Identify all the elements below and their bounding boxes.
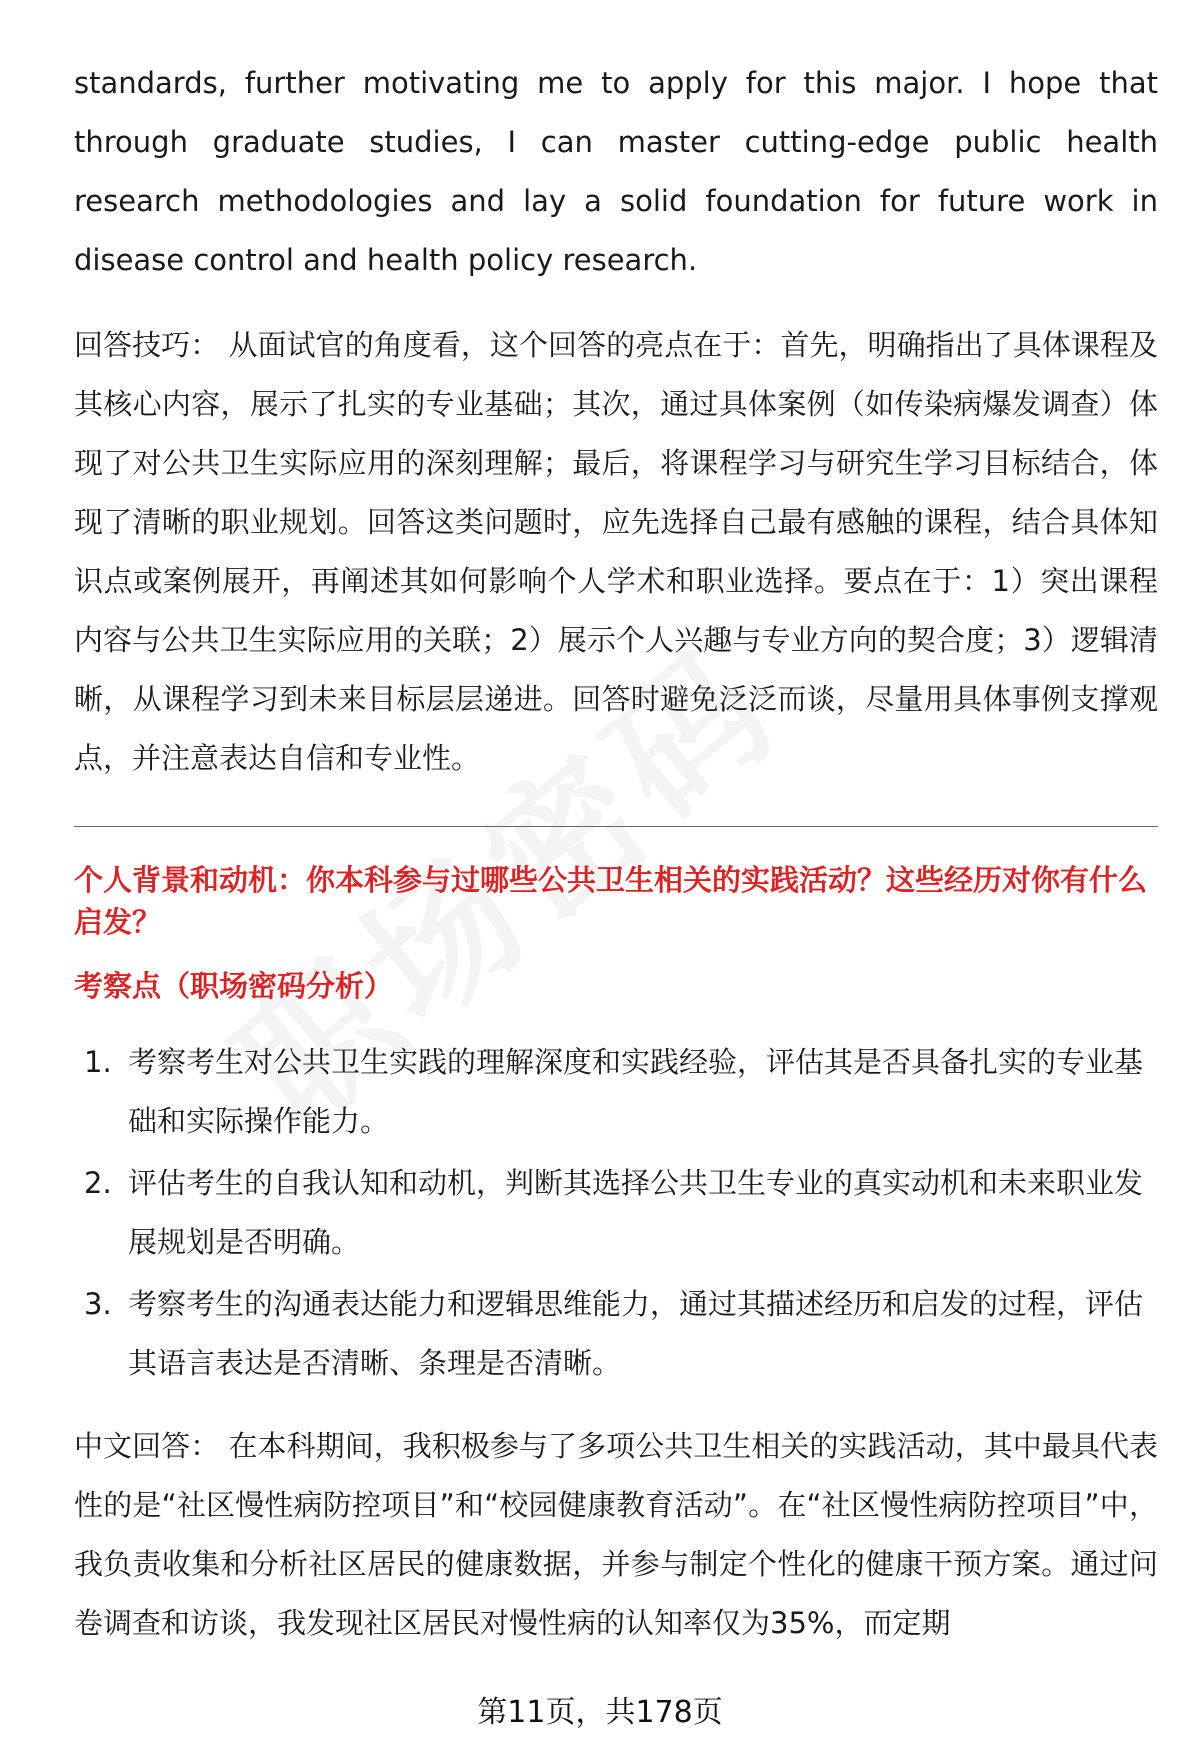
analysis-points-list [74, 1033, 1158, 1393]
question-heading: 个人背景和动机：你本科参与过哪些公共卫生相关的实践活动？这些经历对你有什么启发？ [74, 863, 1148, 939]
chinese-answer-paragraph: 中文回答： 在本科期间，我积极参与了多项公共卫生相关的实践活动，其中最具代表性的是“社区慢性病防控项目”和“校园健康教育活动”。在“社区慢性病防控项目”中，我负责收集和分析社区居民的健康数据，并参与制定个性化的健康干预方案。通过问卷调查和访谈，我发现社区居民对慢性病的认知率仅为35%，而定期 [74, 1429, 1158, 1640]
point-number: 1. [84, 1045, 112, 1079]
analysis-point [74, 1154, 1158, 1272]
point-number: 2. [84, 1166, 112, 1200]
point-text: 评估考生的自我认知和动机，判断其选择公共卫生专业的真实动机和未来职业发展规划是否明确。 [128, 1166, 1144, 1259]
point-text: 考察考生的沟通表达能力和逻辑思维能力，通过其描述经历和启发的过程，评估其语言表达是否清晰、条理是否清晰。 [128, 1287, 1144, 1380]
intro-paragraph: standards, further motivating me to apply for this major. I hope that through graduate studies, I can master cutting-edge public health research methodologies and lay a solid foundation for future work in disease control and health policy research. [74, 66, 1158, 277]
point-number: 3. [84, 1287, 112, 1321]
analysis-heading: 考察点（职场密码分析） [74, 969, 394, 1003]
point-text: 考察考生对公共卫生实践的理解深度和实践经验，评估其是否具备扎实的专业基础和实际操作能力。 [128, 1045, 1144, 1138]
page-number-footer: 第11页，共178页 [477, 1695, 723, 1730]
page-content [74, 54, 1158, 1653]
analysis-point [74, 1275, 1158, 1393]
answer-tips-paragraph: 回答技巧： 从面试官的角度看，这个回答的亮点在于：首先，明确指出了具体课程及其核心内容，展示了扎实的专业基础；其次，通过具体案例（如传染病爆发调查）体现了对公共卫生实际应用的深刻理解；最后，将课程学习与研究生学习目标结合，体现了清晰的职业规划。回答这类问题时，应先选择自己最有感触的课程，结合具体知识点或案例展开，再阐述其如何影响个人学术和职业选择。要点在于：1）突出课程内容与公共卫生实际应用的关联；2）展示个人兴趣与专业方向的契合度；3）逻辑清晰，从课程学习到未来目标层层递进。回答时避免泛泛而谈，尽量用具体事例支撑观点，并注意表达自信和专业性。 [74, 328, 1158, 775]
analysis-point [74, 1033, 1158, 1151]
section-divider [74, 826, 1158, 827]
